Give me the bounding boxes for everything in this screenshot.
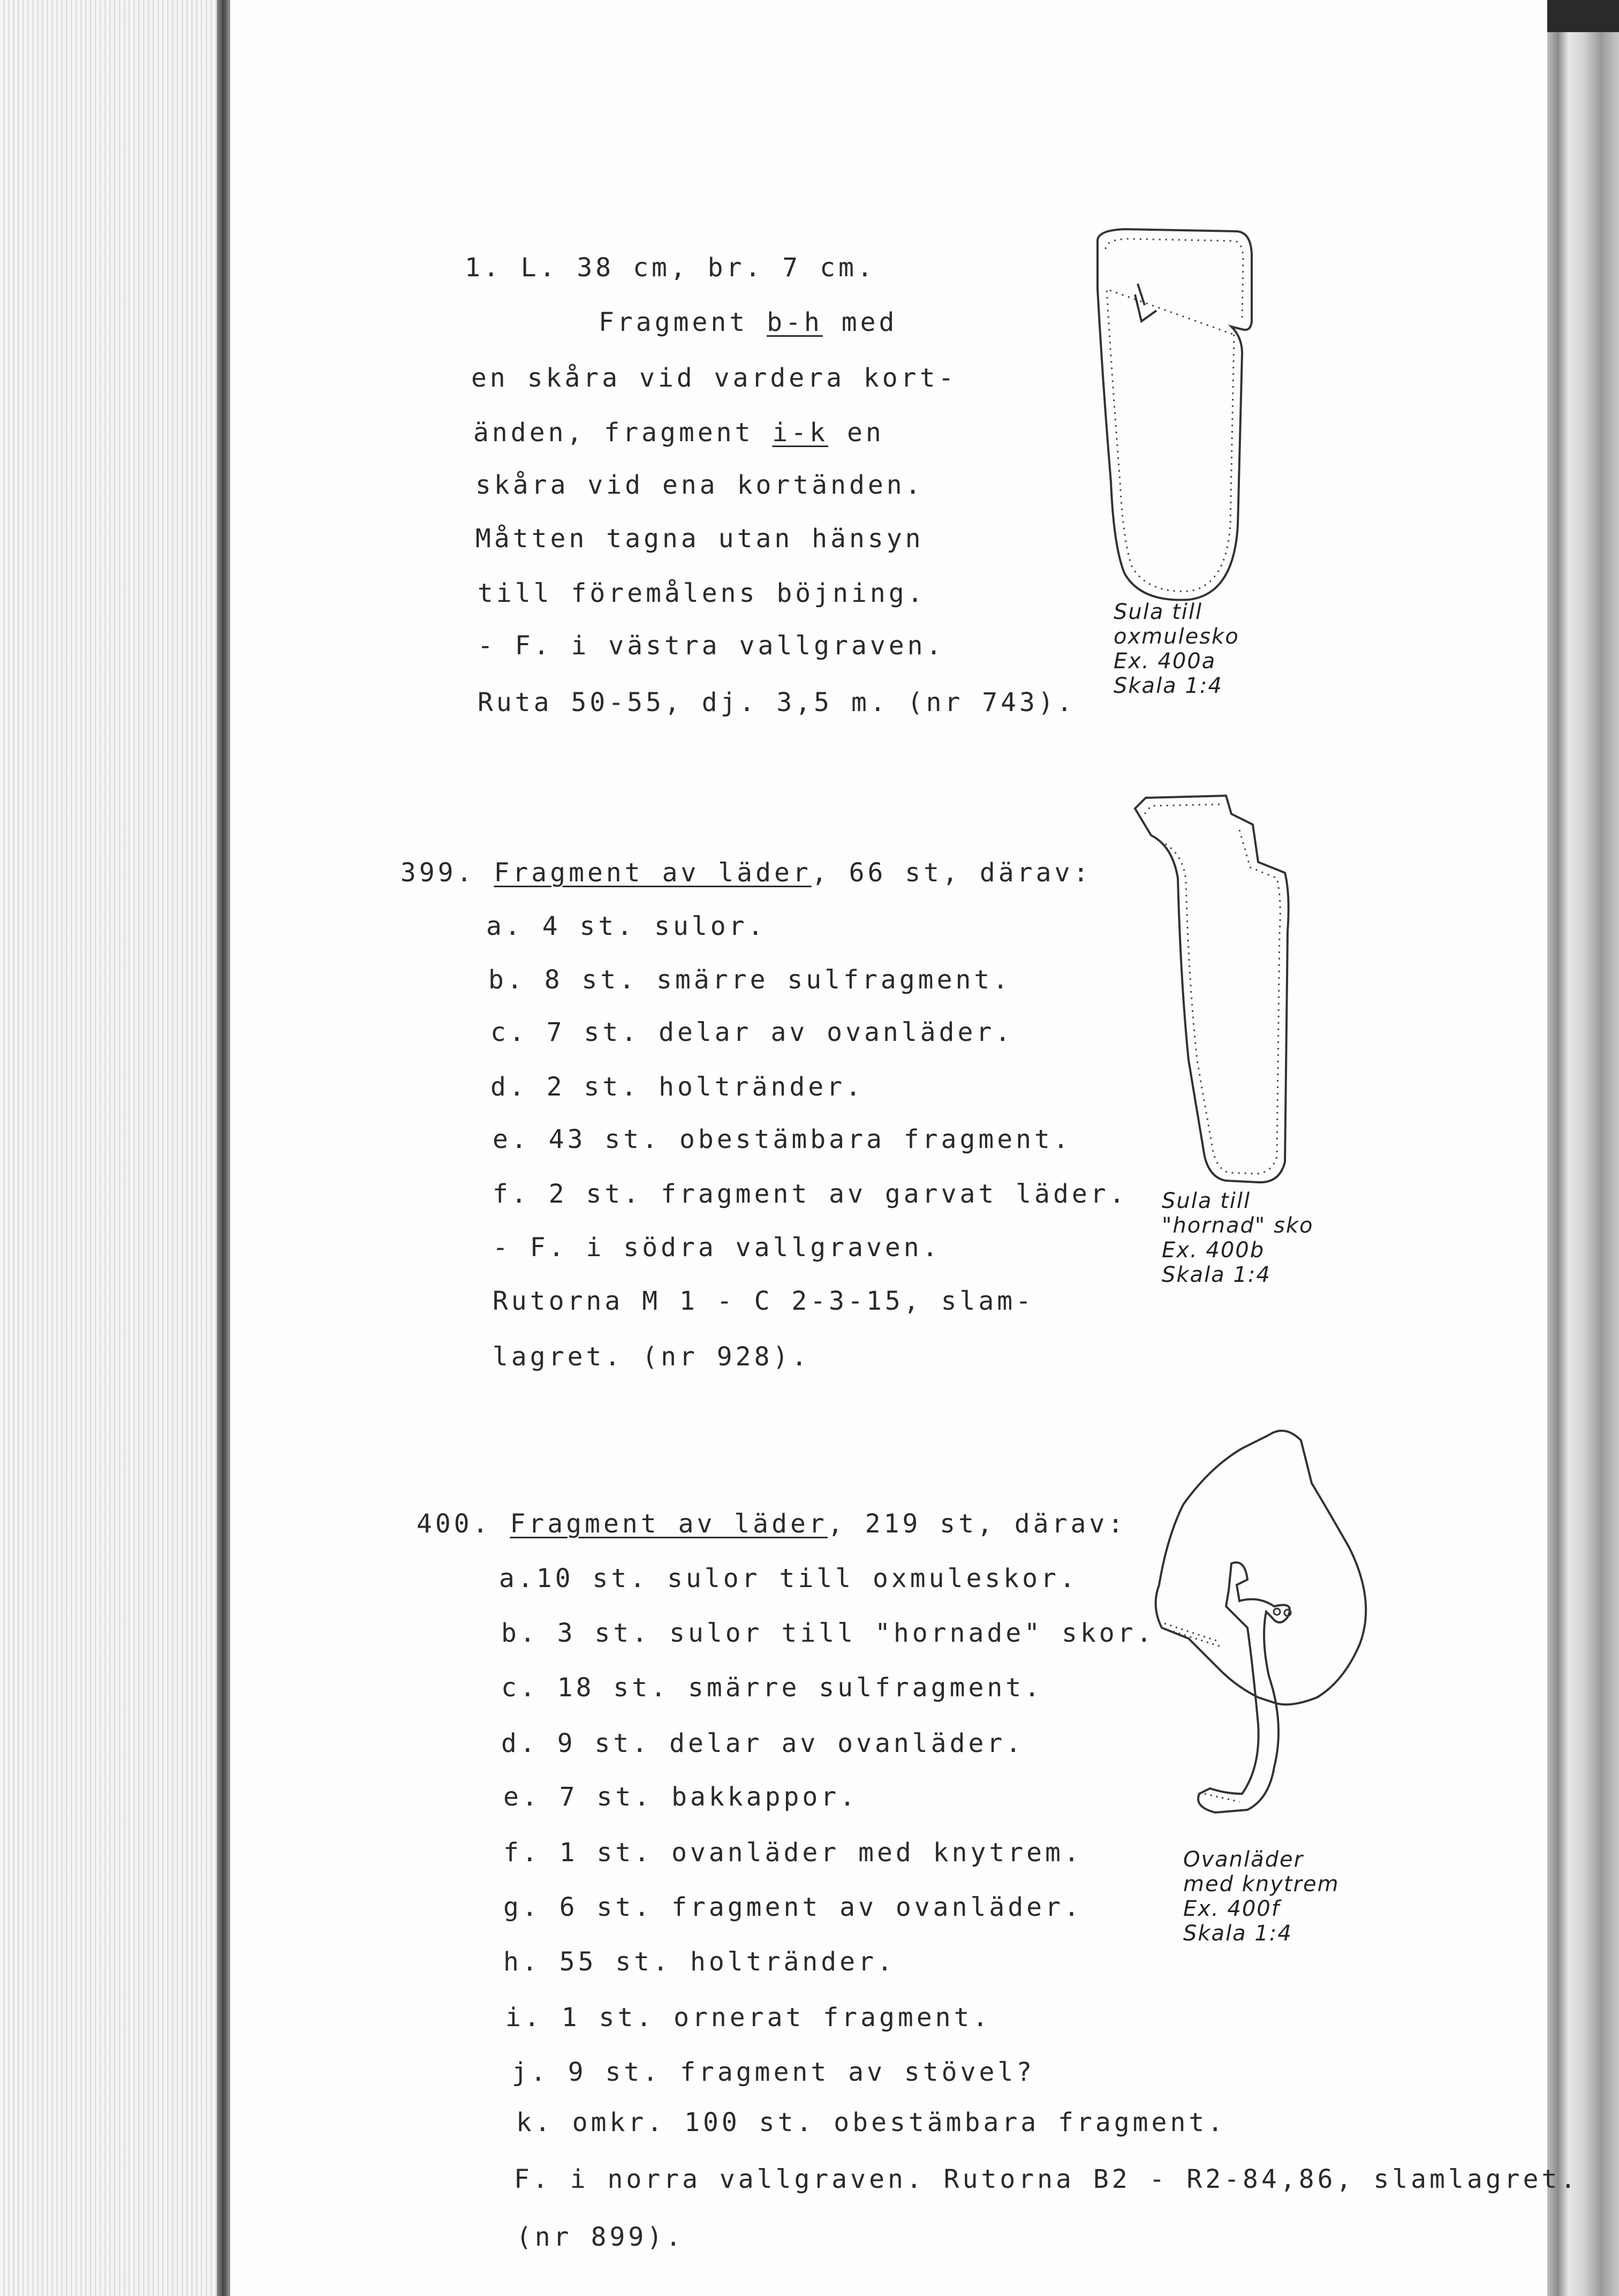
list-item: b. 8 st. smärre sulfragment. — [488, 965, 1012, 995]
text-line: 1. L. 38 cm, br. 7 cm. — [465, 253, 876, 283]
list-item: a.10 st. sulor till oxmuleskor. — [499, 1564, 1078, 1593]
list-item: h. 55 st. holtränder. — [503, 1947, 896, 1977]
caption-line: Skala 1:4 — [1162, 1263, 1271, 1287]
caption-line: Ovanläder — [1183, 1847, 1304, 1872]
list-item: c. 18 st. smärre sulfragment. — [501, 1673, 1043, 1703]
caption-line: Skala 1:4 — [1114, 674, 1223, 698]
text-line: änden, fragment i-k en — [473, 418, 884, 448]
caption-line: Ex. 400a — [1114, 649, 1216, 674]
list-item: e. 43 st. obestämbara fragment. — [493, 1124, 1072, 1154]
book-page-edges-right — [1547, 0, 1619, 2296]
caption-line: Sula till — [1114, 600, 1203, 624]
caption-line: Skala 1:4 — [1183, 1921, 1292, 1946]
list-item: Rutorna M 1 - C 2-3-15, slam- — [493, 1286, 1035, 1316]
list-item: b. 3 st. sulor till "hornade" skor. — [501, 1618, 1155, 1648]
caption-line: med knytrem — [1183, 1872, 1340, 1897]
caption-line: "hornad" sko — [1162, 1213, 1314, 1238]
book-page-edges-left — [0, 0, 230, 2296]
text-line: - F. i västra vallgraven. — [478, 631, 945, 661]
sole-horned-caption — [1162, 1189, 1314, 1287]
text-line: till föremålens böjning. — [478, 578, 926, 608]
list-item: (nr 899). — [516, 2222, 685, 2252]
list-item: j. 9 st. fragment av stövel? — [512, 2057, 1035, 2087]
upper-with-strap-sketch — [1151, 1424, 1376, 1842]
caption-line: Ex. 400f — [1183, 1897, 1280, 1921]
list-item: c. 7 st. delar av ovanläder. — [490, 1017, 1014, 1047]
sole-oxmule-caption — [1114, 600, 1239, 698]
caption-line: Ex. 400b — [1162, 1238, 1265, 1263]
entry-heading: 400. Fragment av läder, 219 st, därav: — [417, 1509, 1127, 1539]
upper-strap-caption — [1183, 1847, 1340, 1946]
list-item: a. 4 st. sulor. — [486, 911, 767, 941]
text-line: en skåra vid vardera kort- — [471, 363, 957, 393]
list-item: f. 2 st. fragment av garvat läder. — [493, 1179, 1128, 1209]
list-item: - F. i södra vallgraven. — [493, 1233, 941, 1263]
list-item: lagret. (nr 928). — [493, 1342, 811, 1372]
list-item: F. i norra vallgraven. Rutorna B2 - R2-84,86, slamlagret. — [514, 2164, 1579, 2194]
list-item: k. omkr. 100 st. obestämbara fragment. — [516, 2108, 1227, 2138]
text-line: Måtten tagna utan hänsyn — [475, 524, 924, 554]
list-item: g. 6 st. fragment av ovanläder. — [503, 1892, 1083, 1922]
list-item: e. 7 st. bakkappor. — [503, 1782, 859, 1812]
text-line: Ruta 50-55, dj. 3,5 m. (nr 743). — [478, 688, 1076, 718]
list-item: d. 2 st. holtränder. — [490, 1072, 864, 1102]
sole-oxmule-sketch — [1081, 225, 1258, 610]
entry-heading: 399. Fragment av läder, 66 st, därav: — [400, 858, 1092, 888]
caption-line: oxmulesko — [1114, 624, 1239, 649]
text-line: skåra vid ena kortänden. — [475, 470, 924, 500]
caption-line: Sula till — [1162, 1189, 1251, 1213]
list-item: d. 9 st. delar av ovanläder. — [501, 1728, 1025, 1758]
list-item: f. 1 st. ovanläder med knytrem. — [503, 1838, 1083, 1868]
list-item: i. 1 st. ornerat fragment. — [505, 2003, 992, 2033]
text-line: Fragment b-h med — [599, 307, 898, 337]
sole-horned-sketch — [1130, 792, 1301, 1199]
